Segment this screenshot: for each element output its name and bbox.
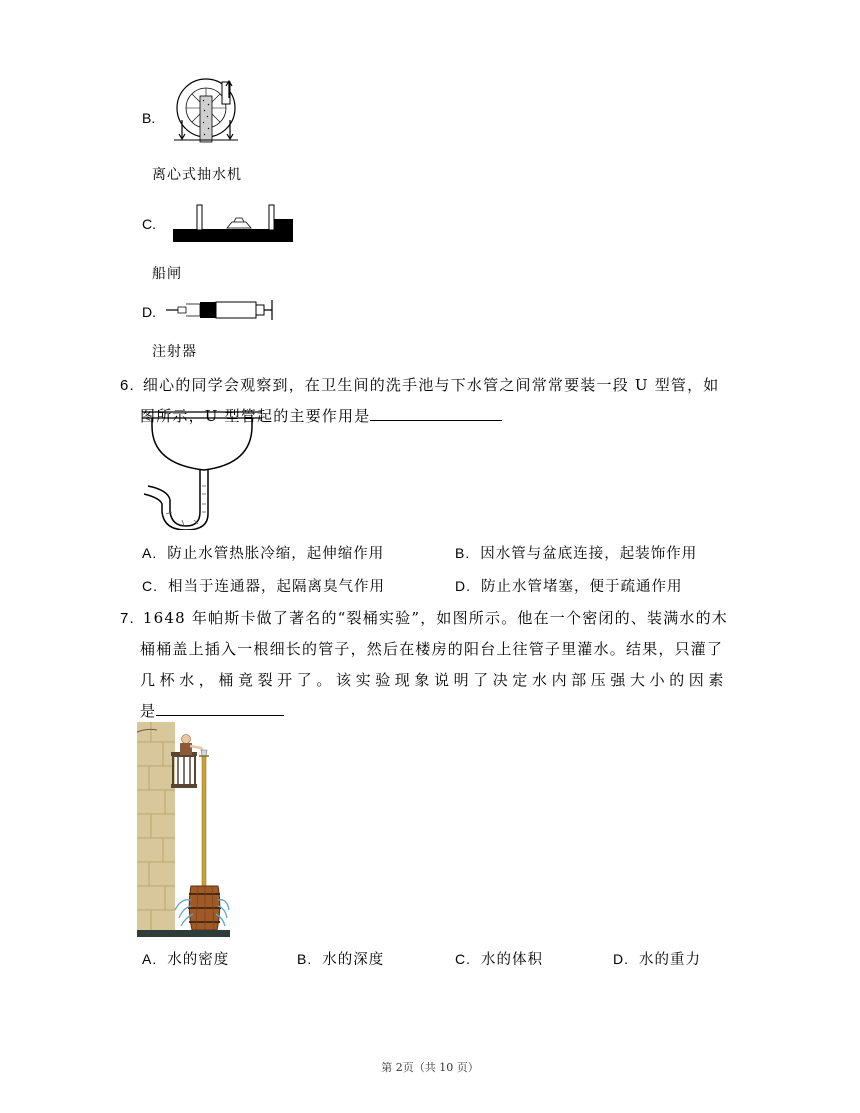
question-6-line2: 图所示，U 型管起的主要作用是 bbox=[140, 407, 371, 425]
question-7-choice-a[interactable] bbox=[142, 948, 229, 969]
option-d-caption: 注射器 bbox=[152, 344, 197, 360]
choice-text: 水的体积 bbox=[481, 952, 543, 968]
choice-text: 水的重力 bbox=[639, 952, 701, 968]
choice-letter: C. bbox=[142, 578, 158, 594]
option-c-letter: C. bbox=[142, 216, 156, 232]
choice-letter: A. bbox=[142, 545, 158, 561]
question-7-choice-c[interactable] bbox=[455, 948, 543, 969]
choice-letter: B. bbox=[455, 545, 471, 561]
choice-text: 水的密度 bbox=[167, 952, 230, 968]
choice-letter: D. bbox=[613, 951, 629, 967]
option-c-caption: 船闸 bbox=[152, 266, 182, 282]
sink-u-pipe-figure bbox=[142, 408, 264, 530]
question-6-choice-c[interactable] bbox=[142, 575, 385, 596]
page-footer: 第 2页（共 10 页） bbox=[381, 1061, 479, 1074]
ship-lock-icon bbox=[172, 202, 294, 244]
question-6-choice-d[interactable] bbox=[455, 575, 683, 596]
choice-letter: A. bbox=[142, 951, 158, 967]
pascal-barrel-figure bbox=[137, 722, 230, 937]
option-b-letter: B. bbox=[142, 110, 156, 126]
question-7-choice-b[interactable] bbox=[297, 948, 384, 969]
choice-letter: B. bbox=[297, 951, 313, 967]
question-7-number: 7. bbox=[120, 610, 135, 627]
option-d-letter: D. bbox=[142, 304, 156, 320]
choice-letter: D. bbox=[455, 578, 471, 594]
choice-text: 相当于连通器，起隔离臭气作用 bbox=[168, 579, 385, 595]
choice-text: 防止水管堵塞，便于疏通作用 bbox=[481, 579, 683, 595]
question-6-choice-b[interactable] bbox=[455, 542, 697, 563]
choice-text: 因水管与盆底连接，起装饰作用 bbox=[480, 546, 698, 562]
centrifugal-pump-icon bbox=[172, 78, 240, 146]
question-7-line4: 是 bbox=[140, 702, 157, 720]
question-7 bbox=[120, 603, 760, 727]
question-7-line2: 桶桶盖上插入一根细长的管子，然后在楼房的阳台上往管子里灌水。结果，只灌了 bbox=[140, 640, 724, 658]
choice-letter: C. bbox=[455, 951, 471, 967]
question-7-answer-blank[interactable] bbox=[156, 698, 284, 716]
syringe-icon bbox=[164, 296, 276, 322]
question-6-number: 6. bbox=[120, 377, 135, 394]
question-7-choice-d[interactable] bbox=[613, 948, 701, 969]
question-7-line3: 几杯水，桶竟裂开了。该实验现象说明了决定水内部压强大小的因素 bbox=[140, 671, 729, 689]
question-7-line1: 1648 年帕斯卡做了著名的“裂桶实验”，如图所示。他在一个密闭的、装满水的木 bbox=[142, 609, 729, 627]
question-6-line1: 细心的同学会观察到，在卫生间的洗手池与下水管之间常常要装一段 U 型管，如 bbox=[142, 376, 720, 394]
choice-text: 水的深度 bbox=[322, 952, 385, 968]
option-b-caption: 离心式抽水机 bbox=[152, 167, 242, 183]
choice-text: 防止水管热胀冷缩，起伸缩作用 bbox=[167, 546, 385, 562]
question-6-choice-a[interactable] bbox=[142, 542, 384, 563]
question-6-answer-blank[interactable] bbox=[370, 403, 502, 421]
